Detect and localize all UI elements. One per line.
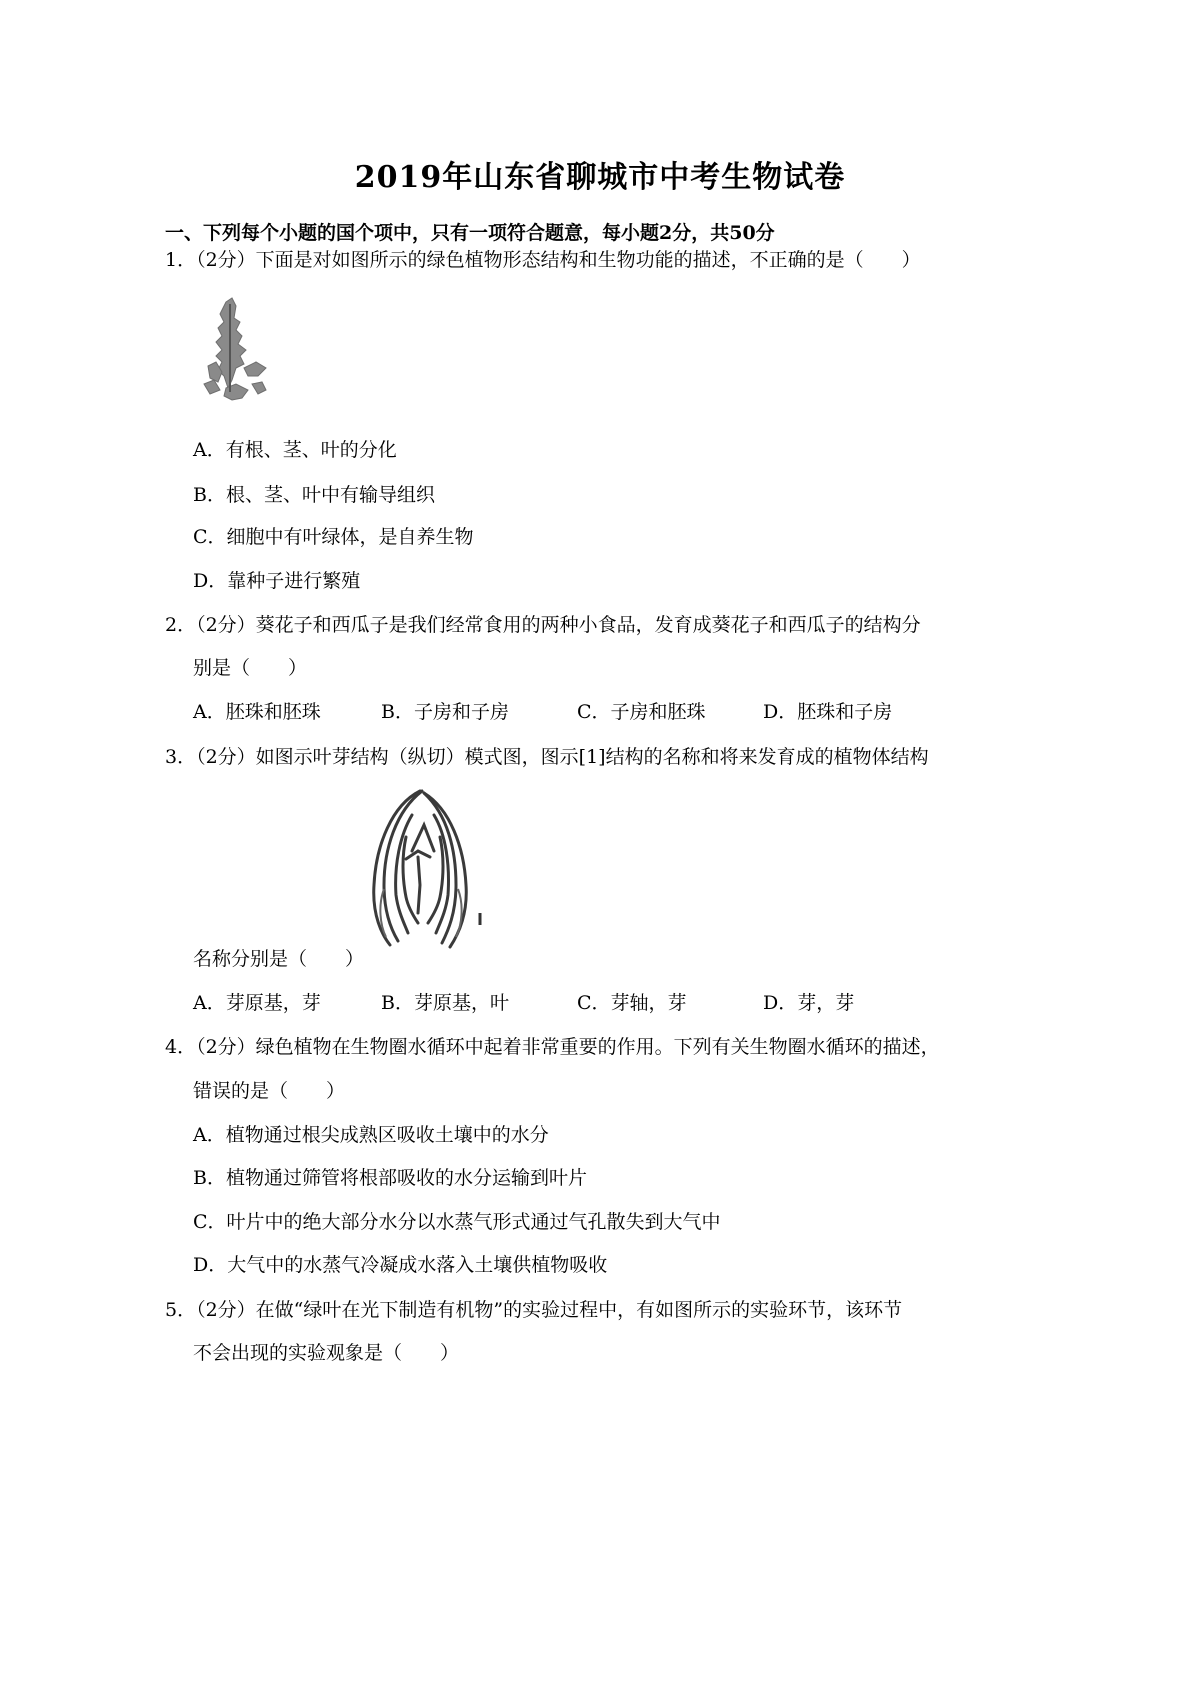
question-4-option-c: C．叶片中的绝大部分水分以水蒸气形式通过气孔散失到大气中 [193,1211,721,1233]
question-1-option-b: B．根、茎、叶中有输导组织 [193,484,435,506]
question-3-option-d: D．芽，芽 [763,992,855,1014]
question-2-stem: 2．（2分）葵花子和西瓜子是我们经常食用的两种小食品，发育成葵花子和西瓜子的结构分 [165,614,921,636]
question-3-stem-cont: 名称分别是（ ） [193,948,365,970]
question-3-stem: 3．（2分）如图示叶芽结构（纵切）模式图，图示[1]结构的名称和将来发育成的植物体结构 [165,746,929,768]
question-2-stem-cont: 别是（ ） [193,657,308,679]
leaf-bud-diagram [362,785,486,955]
question-1-option-d: D．靠种子进行繁殖 [193,570,361,592]
question-3-option-c: C．芽轴，芽 [577,992,687,1014]
question-5-stem: 5．（2分）在做“绿叶在光下制造有机物”的实验过程中，有如图所示的实验环节，该环节 [165,1299,903,1321]
question-4-option-d: D．大气中的水蒸气冷凝成水落入土壤供植物吸收 [193,1254,608,1276]
question-5-stem-cont: 不会出现的实验观象是（ ） [193,1342,460,1364]
page-title: 2019年山东省聊城市中考生物试卷 [354,160,846,195]
question-2-option-d: D．胚珠和子房 [763,701,893,723]
question-2-option-b: B．子房和子房 [381,701,509,723]
fern-plant-image [196,296,272,406]
question-4-stem-cont: 错误的是（ ） [193,1080,346,1102]
section-heading: 一、下列每个小题的国个项中，只有一项符合题意，每小题2分，共50分 [165,222,775,244]
question-3-option-b: B．芽原基，叶 [381,992,509,1014]
question-1-option-c: C．细胞中有叶绿体，是自养生物 [193,526,474,548]
question-2-option-c: C．子房和胚珠 [577,701,706,723]
question-4-option-b: B．植物通过筛管将根部吸收的水分运输到叶片 [193,1167,587,1189]
question-3-option-a: A．芽原基，芽 [193,992,321,1014]
question-2-option-a: A．胚珠和胚珠 [193,701,321,723]
question-1-stem: 1．（2分）下面是对如图所示的绿色植物形态结构和生物功能的描述，不正确的是（ ） [165,249,921,271]
question-1-option-a: A．有根、茎、叶的分化 [193,439,397,461]
question-4-option-a: A．植物通过根尖成熟区吸收土壤中的水分 [193,1124,549,1146]
question-4-stem: 4．（2分）绿色植物在生物圈水循环中起着非常重要的作用。下列有关生物圈水循环的描述， [165,1036,940,1058]
